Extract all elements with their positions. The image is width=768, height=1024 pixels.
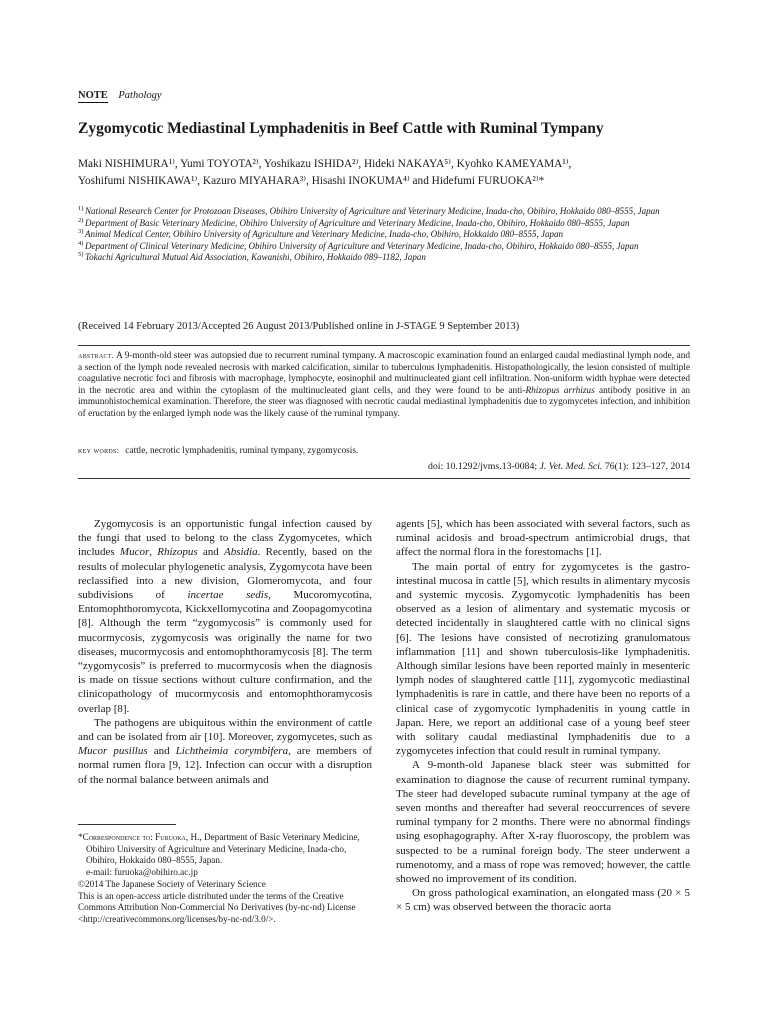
article-type-header — [78, 90, 162, 101]
received-dates: (Received 14 February 2013/Accepted 26 August 2013/Published online in J-STAGE 9 September 2013) — [78, 321, 520, 332]
abstract-top-rule — [78, 345, 690, 346]
paragraph: A 9-month-old Japanese black steer was submitted for examination to diagnose the cause of recurrent ruminal tympany. The steer had developed subacute ruminal tympany at the age of seven months and thereafter had several reoccurrences of severe ruminal tympany for 2 months. There were no abnormal findings using esophagography. After X-ray fluoroscopy, the problem was suspected to be a ruminal foreign body. The steer underwent a rumenotomy, and a mass of rope was removed; however, the cattle showed no improvement of its condition. — [396, 759, 690, 886]
affiliation: 5) Tokachi Agricultural Mutual Aid Association, Kawanishi, Obihiro, Hokkaido 089–1182, Japan — [78, 251, 426, 263]
note-label: NOTE — [78, 90, 108, 101]
license: This is an open-access article distributed under the terms of the Creative Commons Attribution Non-Commercial No Derivatives (by-nc-nd) License <http://creativecommons.org/licenses/by-nc-nd/3.0/>. — [78, 890, 356, 924]
paragraph: On gross pathological examination, an elongated mass (20 × 5 × 5 cm) was observed between the thoracic aorta — [396, 887, 690, 914]
paper-title: Zygomycotic Mediastinal Lymphadenitis in Beef Cattle with Ruminal Tympany — [78, 120, 604, 137]
affiliation: 4) Department of Clinical Veterinary Medicine, Obihiro University of Agriculture and Veterinary Medicine, Inada-cho, Obihiro, Hokkaido 080–8555, Japan — [78, 239, 639, 251]
affiliation-list — [78, 206, 698, 264]
author-line-2: Yoshifumi NISHIKAWA¹⁾, Kazuro MIYAHARA³⁾, Hisashi INOKUMA⁴⁾ and Hidefumi FURUOKA²⁾* — [78, 175, 545, 187]
section-label: Pathology — [118, 90, 162, 101]
paragraph: The main portal of entry for zygomycetes is the gastro-intestinal mucosa in cattle [5], which results in alimentary mycosis and systemic mycosis. Zygomycotic lymphadenitis has been observed as a lesion of alimentary and systematic mycosis or detected incidentally in slaughtered cattle with no clinical signs [6]. The lesions have consisted of necrotizing granulomatous inflammation [11] and shown tuberculosis-like lymphadenitis. Although similar lesions have been reported mainly in mesenteric lymph nodes of slaughtered cattle [11], zygomycotic mediastinal lymphadenitis is rare in cattle, and there have been no reports of a clinical case of zygomycotic lymphadenitis in young cattle in Japan. Here, we report an additional case of a young beef steer with solitary caudal mediastinal lymphadenitis due to a zygomycetes infection that could result in ruminal tympany. — [396, 560, 690, 758]
abstract-label: abstract. — [78, 351, 115, 360]
copyright: ©2014 The Japanese Society of Veterinary Science — [78, 878, 266, 889]
paragraph: The pathogens are ubiquitous within the environment of cattle and can be isolated from air [10]. Moreover, zygomycetes, such as Mucor pusillus and Lichtheimia corymbifera, are members of normal rumen flora [9, 12]. Infection can occur with a disruption of the normal balance between animals and — [78, 716, 372, 786]
footnote — [78, 832, 372, 926]
affiliation: 3) Animal Medical Center, Obihiro University of Agriculture and Veterinary Medicine, Inada-cho, Obihiro, Hokkaido 080–8555, Japan — [78, 228, 564, 240]
keywords-label: key words: — [78, 446, 120, 455]
keywords: key words: cattle, necrotic lymphadenitis, ruminal tympany, zygomycosis. — [78, 446, 359, 456]
abstract-bottom-rule — [78, 478, 690, 479]
paragraph: agents [5], which has been associated with several factors, such as ruminal acidosis and broad-spectrum antimicrobial drugs, that affect the normal flora in the forestomachs [1]. — [396, 518, 690, 559]
correspondence: *Correspondence to: Furuoka, H., Department of Basic Veterinary Medicine, Obihiro University of Agriculture and Veterinary Medicine, Inada-cho, Obihiro, Hokkaido 080–8555, Japan. — [78, 832, 360, 866]
affiliation: 2) Department of Basic Veterinary Medicine, Obihiro University of Agriculture and Veterinary Medicine, Inada-cho, Obihiro, Hokkaido 080–8555, Japan — [78, 216, 630, 228]
abstract: abstract. A 9-month-old steer was autopsied due to recurrent ruminal tympany. A macroscopic examination found an enlarged caudal mediastinal lymph node, and a section of the lymph node revealed necrosis with marked calcification, similar to tuberculous lymphadenitis. Histopathologically, the lesion consisted of multiple coagulative necrotic foci and fibrosis with macrophage, lymphocyte, eosinophil and multinucleated giant cell infiltration. Non-uniform width hyphae were detected in the necrotic area and within the cytoplasm of the multinucleated giant cells, and they were found to be anti-Rhizopus arrhizus antibody positive in an immunohistochemical examination. Therefore, the steer was diagnosed with necrotic caudal mediastinal lymphadenitis due to zygomycetes infection, and inhibition of eructation by the enlarged lymph node was the likely cause of the ruminal tympany. — [78, 351, 690, 419]
footnote-rule — [78, 824, 176, 825]
left-column — [78, 517, 372, 787]
email: e-mail: furuoka@obihiro.ac.jp — [86, 867, 198, 878]
author-line-1: Maki NISHIMURA¹⁾, Yumi TOYOTA²⁾, Yoshikazu ISHIDA²⁾, Hideki NAKAYA⁵⁾, Kyohko KAMEYAMA¹⁾, — [78, 158, 572, 170]
paragraph: Zygomycosis is an opportunistic fungal infection caused by the fungi that used to belong to the class Zygomycetes, which includes Mucor, Rhizopus and Absidia. Recently, based on the results of molecular phylogenetic analysis, Zygomycota have been reclassified into a new division, Glomeromycota, and four subdivisions of incertae sedis, Mucoromycotina, Entomophthoromycota, Kickxellomycotina and Zoopagomycotina [8]. Although the term “zygomycosis” is commonly used for mucormycosis, zygomycosis was originally the name for two diseases, mucormycosis and entomophthoramycosis [8]. The term “zygomycosis” is preferred to mucormycosis when the diagnosis is made on tissue sections without culture confirmation, and the clinicopathology of mucormycosis and entomophthoramycosis overlap [8]. — [78, 518, 372, 715]
right-column — [396, 517, 690, 915]
doi-citation: doi: 10.1292/jvms.13-0084; J. Vet. Med. Sci. 76(1): 123–127, 2014 — [427, 461, 690, 472]
affiliation: 1) National Research Center for Protozoan Diseases, Obihiro University of Agriculture and Veterinary Medicine, Inada-cho, Obihiro, Hokkaido 080–8555, Japan — [78, 205, 660, 216]
author-list — [78, 156, 698, 190]
